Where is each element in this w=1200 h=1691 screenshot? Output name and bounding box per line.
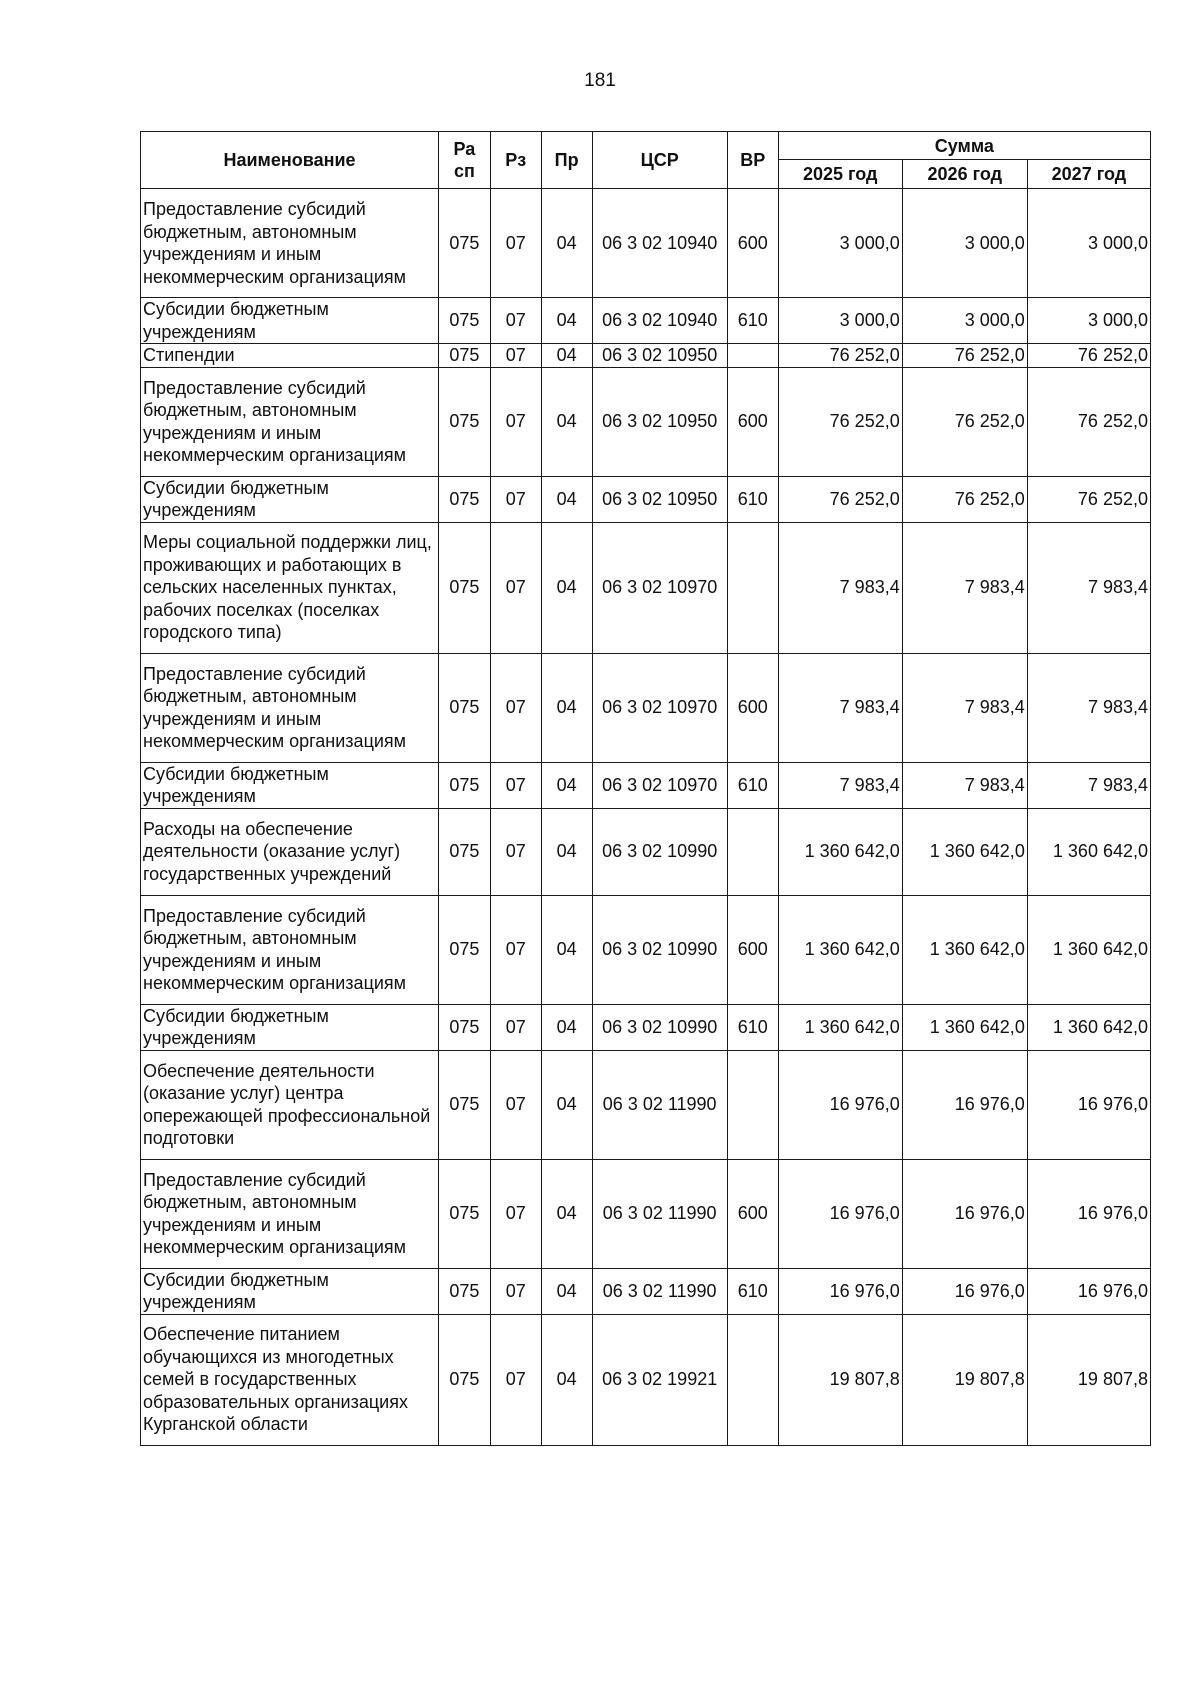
cell-rz: 07 xyxy=(490,189,541,298)
cell-sum-2027: 3 000,0 xyxy=(1027,189,1150,298)
cell-sum-2026: 76 252,0 xyxy=(902,344,1027,368)
cell-rasp: 075 xyxy=(439,298,491,344)
cell-sum-2025: 16 976,0 xyxy=(778,1050,902,1159)
cell-pr: 04 xyxy=(541,476,592,522)
cell-sum-2025: 1 360 642,0 xyxy=(778,1004,902,1050)
header-year-2026: 2026 год xyxy=(902,160,1027,189)
cell-pr: 04 xyxy=(541,298,592,344)
cell-pr: 04 xyxy=(541,1314,592,1445)
cell-name: Субсидии бюджетным учреждениям xyxy=(141,476,439,522)
cell-sum-2026: 16 976,0 xyxy=(902,1268,1027,1314)
cell-sum-2026: 19 807,8 xyxy=(902,1314,1027,1445)
cell-sum-2026: 7 983,4 xyxy=(902,522,1027,653)
budget-table xyxy=(140,131,1151,1446)
cell-rz: 07 xyxy=(490,1050,541,1159)
cell-sum-2026: 3 000,0 xyxy=(902,298,1027,344)
page-number: 181 xyxy=(584,70,616,91)
cell-pr: 04 xyxy=(541,1050,592,1159)
table-row xyxy=(141,1159,1151,1268)
cell-sum-2025: 16 976,0 xyxy=(778,1159,902,1268)
cell-vr: 600 xyxy=(727,189,778,298)
cell-rz: 07 xyxy=(490,895,541,1004)
cell-csr: 06 3 02 19921 xyxy=(592,1314,727,1445)
cell-sum-2027: 3 000,0 xyxy=(1027,298,1150,344)
cell-rasp: 075 xyxy=(439,522,491,653)
cell-vr: 610 xyxy=(727,762,778,808)
cell-rz: 07 xyxy=(490,367,541,476)
table-row xyxy=(141,298,1151,344)
table-row xyxy=(141,895,1151,1004)
cell-name: Субсидии бюджетным учреждениям xyxy=(141,1004,439,1050)
cell-name: Субсидии бюджетным учреждениям xyxy=(141,298,439,344)
cell-vr: 610 xyxy=(727,476,778,522)
cell-name: Предоставление субсидий бюджетным, автономным учреждениям и иным некоммерческим организациям xyxy=(141,367,439,476)
cell-sum-2026: 16 976,0 xyxy=(902,1159,1027,1268)
cell-name: Обеспечение деятельности (оказание услуг) центра опережающей профессиональной подготовки xyxy=(141,1050,439,1159)
cell-rasp: 075 xyxy=(439,895,491,1004)
cell-pr: 04 xyxy=(541,808,592,895)
cell-sum-2026: 16 976,0 xyxy=(902,1050,1027,1159)
cell-vr: 600 xyxy=(727,367,778,476)
cell-sum-2027: 16 976,0 xyxy=(1027,1159,1150,1268)
cell-sum-2027: 76 252,0 xyxy=(1027,344,1150,368)
header-year-2025: 2025 год xyxy=(778,160,902,189)
cell-rasp: 075 xyxy=(439,1268,491,1314)
cell-pr: 04 xyxy=(541,762,592,808)
cell-sum-2027: 7 983,4 xyxy=(1027,653,1150,762)
cell-rasp: 075 xyxy=(439,653,491,762)
cell-vr xyxy=(727,808,778,895)
table-row xyxy=(141,344,1151,368)
cell-rasp: 075 xyxy=(439,808,491,895)
cell-pr: 04 xyxy=(541,344,592,368)
cell-csr: 06 3 02 10990 xyxy=(592,808,727,895)
header-rasp-text: Ра сп xyxy=(453,139,476,181)
cell-rz: 07 xyxy=(490,1268,541,1314)
cell-name: Предоставление субсидий бюджетным, автономным учреждениям и иным некоммерческим организациям xyxy=(141,895,439,1004)
cell-rz: 07 xyxy=(490,298,541,344)
cell-sum-2027: 7 983,4 xyxy=(1027,522,1150,653)
header-vr: ВР xyxy=(727,132,778,189)
cell-csr: 06 3 02 10940 xyxy=(592,189,727,298)
cell-vr: 600 xyxy=(727,895,778,1004)
header-pr: Пр xyxy=(541,132,592,189)
cell-rasp: 075 xyxy=(439,1050,491,1159)
cell-csr: 06 3 02 10950 xyxy=(592,367,727,476)
cell-vr xyxy=(727,344,778,368)
cell-sum-2025: 16 976,0 xyxy=(778,1268,902,1314)
table-row xyxy=(141,1050,1151,1159)
cell-rasp: 075 xyxy=(439,476,491,522)
cell-sum-2025: 19 807,8 xyxy=(778,1314,902,1445)
cell-rz: 07 xyxy=(490,1159,541,1268)
table-row xyxy=(141,1004,1151,1050)
cell-sum-2027: 76 252,0 xyxy=(1027,476,1150,522)
cell-sum-2025: 7 983,4 xyxy=(778,522,902,653)
cell-name: Предоставление субсидий бюджетным, автономным учреждениям и иным некоммерческим организациям xyxy=(141,189,439,298)
cell-rz: 07 xyxy=(490,1004,541,1050)
cell-csr: 06 3 02 11990 xyxy=(592,1268,727,1314)
cell-name: Расходы на обеспечение деятельности (оказание услуг) государственных учреждений xyxy=(141,808,439,895)
cell-sum-2027: 1 360 642,0 xyxy=(1027,1004,1150,1050)
cell-pr: 04 xyxy=(541,189,592,298)
header-sum: Сумма xyxy=(778,132,1150,160)
cell-csr: 06 3 02 10990 xyxy=(592,1004,727,1050)
cell-sum-2025: 3 000,0 xyxy=(778,189,902,298)
table-row xyxy=(141,762,1151,808)
cell-rz: 07 xyxy=(490,653,541,762)
cell-name: Субсидии бюджетным учреждениям xyxy=(141,1268,439,1314)
cell-rasp: 075 xyxy=(439,1004,491,1050)
cell-rz: 07 xyxy=(490,1314,541,1445)
cell-sum-2027: 19 807,8 xyxy=(1027,1314,1150,1445)
cell-csr: 06 3 02 10940 xyxy=(592,298,727,344)
cell-sum-2025: 1 360 642,0 xyxy=(778,808,902,895)
cell-name: Субсидии бюджетным учреждениям xyxy=(141,762,439,808)
cell-csr: 06 3 02 10970 xyxy=(592,522,727,653)
cell-vr xyxy=(727,1050,778,1159)
table-row xyxy=(141,1268,1151,1314)
cell-sum-2025: 3 000,0 xyxy=(778,298,902,344)
header-row xyxy=(141,132,1151,160)
cell-csr: 06 3 02 10990 xyxy=(592,895,727,1004)
table-row xyxy=(141,367,1151,476)
cell-pr: 04 xyxy=(541,1268,592,1314)
cell-sum-2026: 7 983,4 xyxy=(902,653,1027,762)
cell-sum-2026: 1 360 642,0 xyxy=(902,808,1027,895)
cell-rz: 07 xyxy=(490,762,541,808)
table-row xyxy=(141,653,1151,762)
cell-pr: 04 xyxy=(541,653,592,762)
cell-rasp: 075 xyxy=(439,344,491,368)
header-csr: ЦСР xyxy=(592,132,727,189)
cell-pr: 04 xyxy=(541,522,592,653)
cell-rz: 07 xyxy=(490,344,541,368)
cell-sum-2025: 1 360 642,0 xyxy=(778,895,902,1004)
cell-csr: 06 3 02 10970 xyxy=(592,762,727,808)
cell-sum-2027: 76 252,0 xyxy=(1027,367,1150,476)
header-name: Наименование xyxy=(141,132,439,189)
cell-sum-2027: 16 976,0 xyxy=(1027,1268,1150,1314)
table-body xyxy=(141,189,1151,1446)
cell-pr: 04 xyxy=(541,1159,592,1268)
cell-sum-2025: 76 252,0 xyxy=(778,344,902,368)
cell-csr: 06 3 02 10950 xyxy=(592,476,727,522)
cell-csr: 06 3 02 10950 xyxy=(592,344,727,368)
table-row xyxy=(141,1314,1151,1445)
cell-vr: 610 xyxy=(727,1004,778,1050)
header-rasp xyxy=(439,132,491,189)
cell-rz: 07 xyxy=(490,808,541,895)
cell-csr: 06 3 02 11990 xyxy=(592,1159,727,1268)
cell-rasp: 075 xyxy=(439,367,491,476)
header-rz: Рз xyxy=(490,132,541,189)
cell-rz: 07 xyxy=(490,476,541,522)
cell-sum-2026: 1 360 642,0 xyxy=(902,895,1027,1004)
table-row xyxy=(141,522,1151,653)
cell-vr xyxy=(727,522,778,653)
cell-sum-2026: 3 000,0 xyxy=(902,189,1027,298)
cell-sum-2027: 1 360 642,0 xyxy=(1027,808,1150,895)
cell-sum-2027: 16 976,0 xyxy=(1027,1050,1150,1159)
table-row xyxy=(141,189,1151,298)
cell-csr: 06 3 02 11990 xyxy=(592,1050,727,1159)
cell-name: Предоставление субсидий бюджетным, автономным учреждениям и иным некоммерческим организациям xyxy=(141,653,439,762)
cell-sum-2025: 7 983,4 xyxy=(778,653,902,762)
cell-rz: 07 xyxy=(490,522,541,653)
cell-sum-2026: 1 360 642,0 xyxy=(902,1004,1027,1050)
cell-sum-2025: 76 252,0 xyxy=(778,476,902,522)
cell-sum-2025: 7 983,4 xyxy=(778,762,902,808)
cell-vr: 610 xyxy=(727,1268,778,1314)
cell-rasp: 075 xyxy=(439,1314,491,1445)
cell-rasp: 075 xyxy=(439,189,491,298)
cell-sum-2027: 7 983,4 xyxy=(1027,762,1150,808)
cell-pr: 04 xyxy=(541,1004,592,1050)
cell-vr: 600 xyxy=(727,1159,778,1268)
cell-sum-2026: 76 252,0 xyxy=(902,476,1027,522)
cell-csr: 06 3 02 10970 xyxy=(592,653,727,762)
cell-sum-2027: 1 360 642,0 xyxy=(1027,895,1150,1004)
cell-vr: 600 xyxy=(727,653,778,762)
cell-pr: 04 xyxy=(541,895,592,1004)
cell-name: Меры социальной поддержки лиц, проживающих и работающих в сельских населенных пунктах, рабочих поселках (поселках городского типа) xyxy=(141,522,439,653)
header-year-2027: 2027 год xyxy=(1027,160,1150,189)
cell-name: Стипендии xyxy=(141,344,439,368)
cell-sum-2026: 76 252,0 xyxy=(902,367,1027,476)
cell-vr: 610 xyxy=(727,298,778,344)
cell-name: Обеспечение питанием обучающихся из многодетных семей в государственных образовательных организациях Курганской области xyxy=(141,1314,439,1445)
table-row xyxy=(141,808,1151,895)
cell-rasp: 075 xyxy=(439,762,491,808)
cell-name: Предоставление субсидий бюджетным, автономным учреждениям и иным некоммерческим организациям xyxy=(141,1159,439,1268)
cell-pr: 04 xyxy=(541,367,592,476)
cell-sum-2025: 76 252,0 xyxy=(778,367,902,476)
table-row xyxy=(141,476,1151,522)
cell-vr xyxy=(727,1314,778,1445)
cell-rasp: 075 xyxy=(439,1159,491,1268)
cell-sum-2026: 7 983,4 xyxy=(902,762,1027,808)
